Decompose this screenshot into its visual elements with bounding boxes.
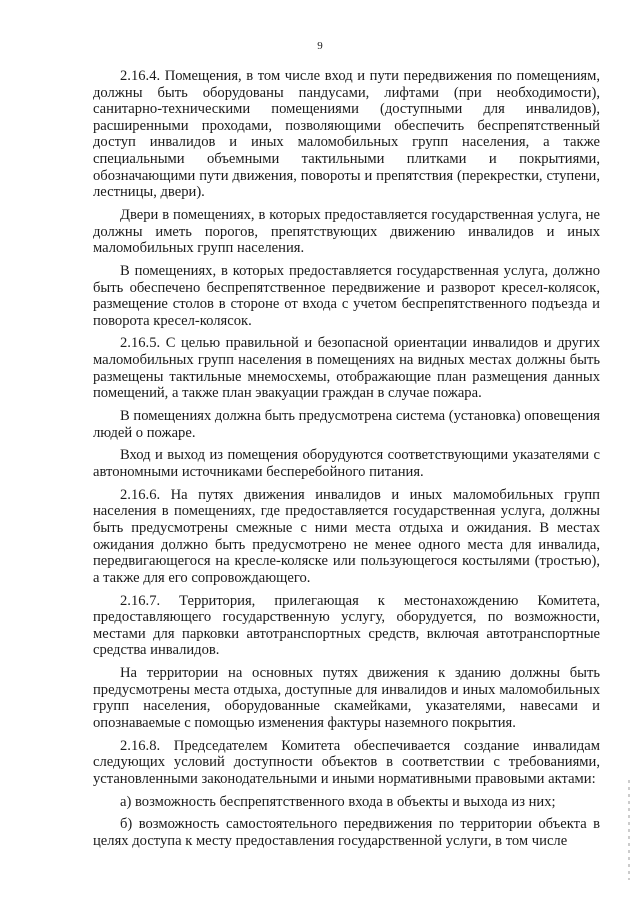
paragraph-2-16-5: 2.16.5. С целью правильной и безопасной ориентации инвалидов и других маломобильных групп населения в помещениях на видных местах должны быть размещены тактильные мнемосхемы, отображающие план размещения данных помещений, а также план эвакуации граждан в случае пожара. bbox=[93, 335, 600, 402]
document-body bbox=[93, 68, 600, 850]
paragraph-fire-alarm: В помещениях должна быть предусмотрена система (установка) оповещения людей о пожаре. bbox=[93, 408, 600, 441]
paragraph-entrance-signs: Вход и выход из помещения оборудуются соответствующими указателями с автономными источниками бесперебойного питания. bbox=[93, 447, 600, 480]
page-number: 9 bbox=[317, 40, 323, 52]
paragraph-doors: Двери в помещениях, в которых предоставляется государственная услуга, не должны иметь порогов, препятствующих движению инвалидов и иных маломобильных групп населения. bbox=[93, 206, 600, 257]
scan-edge-artifact bbox=[628, 780, 630, 880]
paragraph-wheelchair-movement: В помещениях, в которых предоставляется государственная услуга, должно быть обеспечено беспрепятственное передвижение и разворот кресел-колясок, размещение столов в стороне от входа с учетом беспрепятственного подъезда и поворота кресел-колясок. bbox=[93, 262, 600, 329]
list-item-b: б) возможность самостоятельного передвижения по территории объекта в целях доступа к месту предоставления государственной услуги, в том числе bbox=[93, 816, 600, 849]
paragraph-2-16-4: 2.16.4. Помещения, в том числе вход и пути передвижения по помещениям, должны быть оборудованы пандусами, лифтами (при необходимости), санитарно-техническими помещениями (доступными для инвалидов), расширенными проходами, позволяющими обеспечить беспрепятственный доступ инвалидов и иных маломобильных групп населения, а также специальными объемными тактильными плитками и покрытиями, обозначающими пути движения, повороты и препятствия (перекрестки, ступени, лестницы, двери). bbox=[93, 68, 600, 201]
paragraph-rest-areas: На территории на основных путях движения к зданию должны быть предусмотрены места отдыха, доступные для инвалидов и иных маломобильных групп населения, оборудованные скамейками, указателями, навесами и опознаваемые с помощью изменения фактуры наземного покрытия. bbox=[93, 665, 600, 731]
paragraph-2-16-7: 2.16.7. Территория, прилегающая к местонахождению Комитета, предоставляющего государственную услугу, оборудуется, по возможности, местами для парковки автотранспортных средств, включая автотранспортные средства инвалидов. bbox=[93, 592, 600, 659]
paragraph-2-16-8: 2.16.8. Председателем Комитета обеспечивается создание инвалидам следующих условий доступности объектов в соответствии с требованиями, установленными законодательными и иными нормативными правовыми актами: bbox=[93, 737, 600, 787]
list-item-a: а) возможность беспрепятственного входа в объекты и выхода из них; bbox=[120, 793, 556, 810]
paragraph-2-16-6: 2.16.6. На путях движения инвалидов и иных маломобильных групп населения в помещениях, где предоставляется государственная услуга, должны быть предусмотрены смежные с ними места отдыха и ожидания. В местах ожидания должно быть предусмотрено не менее одного места для инвалида, передвигающегося на кресле-коляске или пользующегося костылями (тростью), а также для его сопровождающего. bbox=[93, 486, 600, 586]
